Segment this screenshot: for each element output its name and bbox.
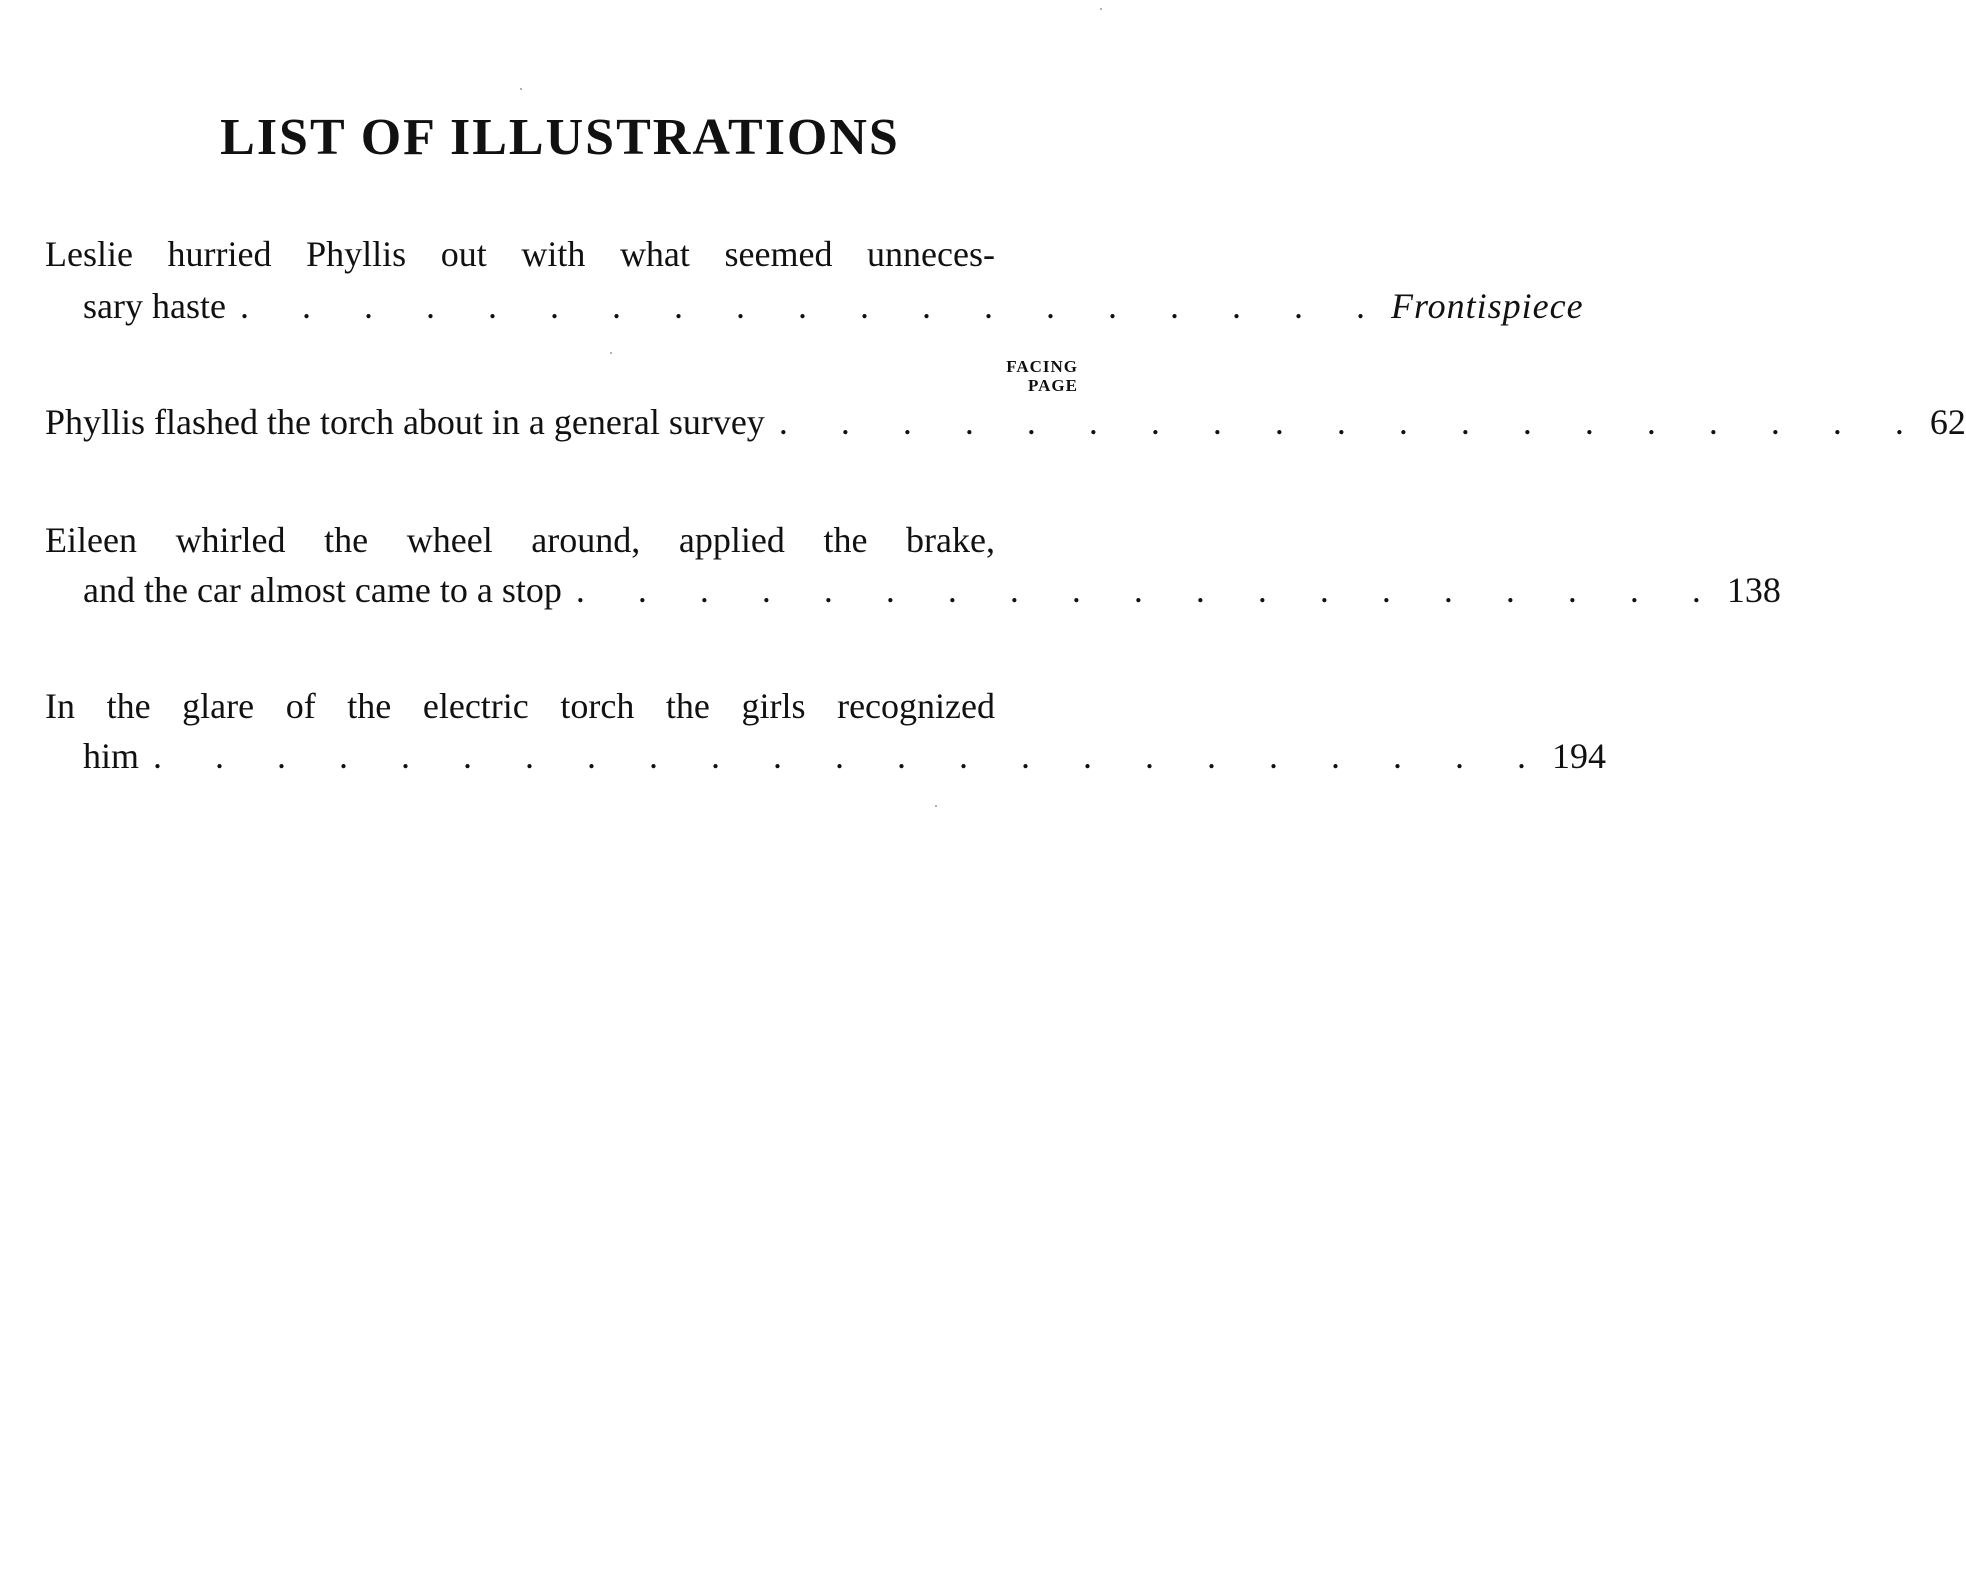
scan-speck xyxy=(1100,8,1102,10)
entry-2-caption: Phyllis flashed the torch about in a general survey xyxy=(45,402,765,442)
scan-speck xyxy=(520,88,522,90)
illustration-entry-2-line-1 xyxy=(45,400,1966,444)
entry-2-page-ref: 62 xyxy=(1929,402,1966,442)
leader-dots: . . . . . . . . . . . . . . . . . . . xyxy=(239,286,1387,326)
illustration-entry-3-line-1: Eileen whirled the wheel around, applied the brake, xyxy=(45,520,995,560)
entry-3-caption-end: and the car almost came to a stop xyxy=(83,570,562,610)
entry-4-page-ref: 194 xyxy=(1552,736,1607,776)
entry-4-caption-end: him xyxy=(83,736,140,776)
entry-3-page-ref: 138 xyxy=(1726,570,1781,610)
page-title: LIST OF ILLUSTRATIONS xyxy=(220,109,900,166)
illustration-entry-4-line-1: In the glare of the electric torch the girls recognized xyxy=(45,686,995,726)
leader-dots: . . . . . . . . . . . . . . . . . . . xyxy=(778,402,1926,442)
facing-page-label xyxy=(960,357,1078,395)
facing-label-line-1: FACING xyxy=(1006,357,1078,376)
illustration-entry-1-line-2 xyxy=(83,284,1584,328)
scan-speck xyxy=(610,352,612,354)
illustration-entry-4-line-2 xyxy=(83,734,1607,778)
illustration-entry-1-line-1: Leslie hurried Phyllis out with what seemed unneces- xyxy=(45,234,995,274)
entry-1-caption-end: sary haste xyxy=(83,286,226,326)
illustration-entry-3-line-2 xyxy=(83,568,1781,612)
entry-1-page-ref: Frontispiece xyxy=(1390,286,1584,326)
scan-speck xyxy=(935,805,937,807)
leader-dots: . . . . . . . . . . . . . . . . . . . . . . . xyxy=(153,736,1549,776)
leader-dots: . . . . . . . . . . . . . . . . . . . xyxy=(575,570,1723,610)
facing-label-line-2: PAGE xyxy=(1028,376,1078,395)
